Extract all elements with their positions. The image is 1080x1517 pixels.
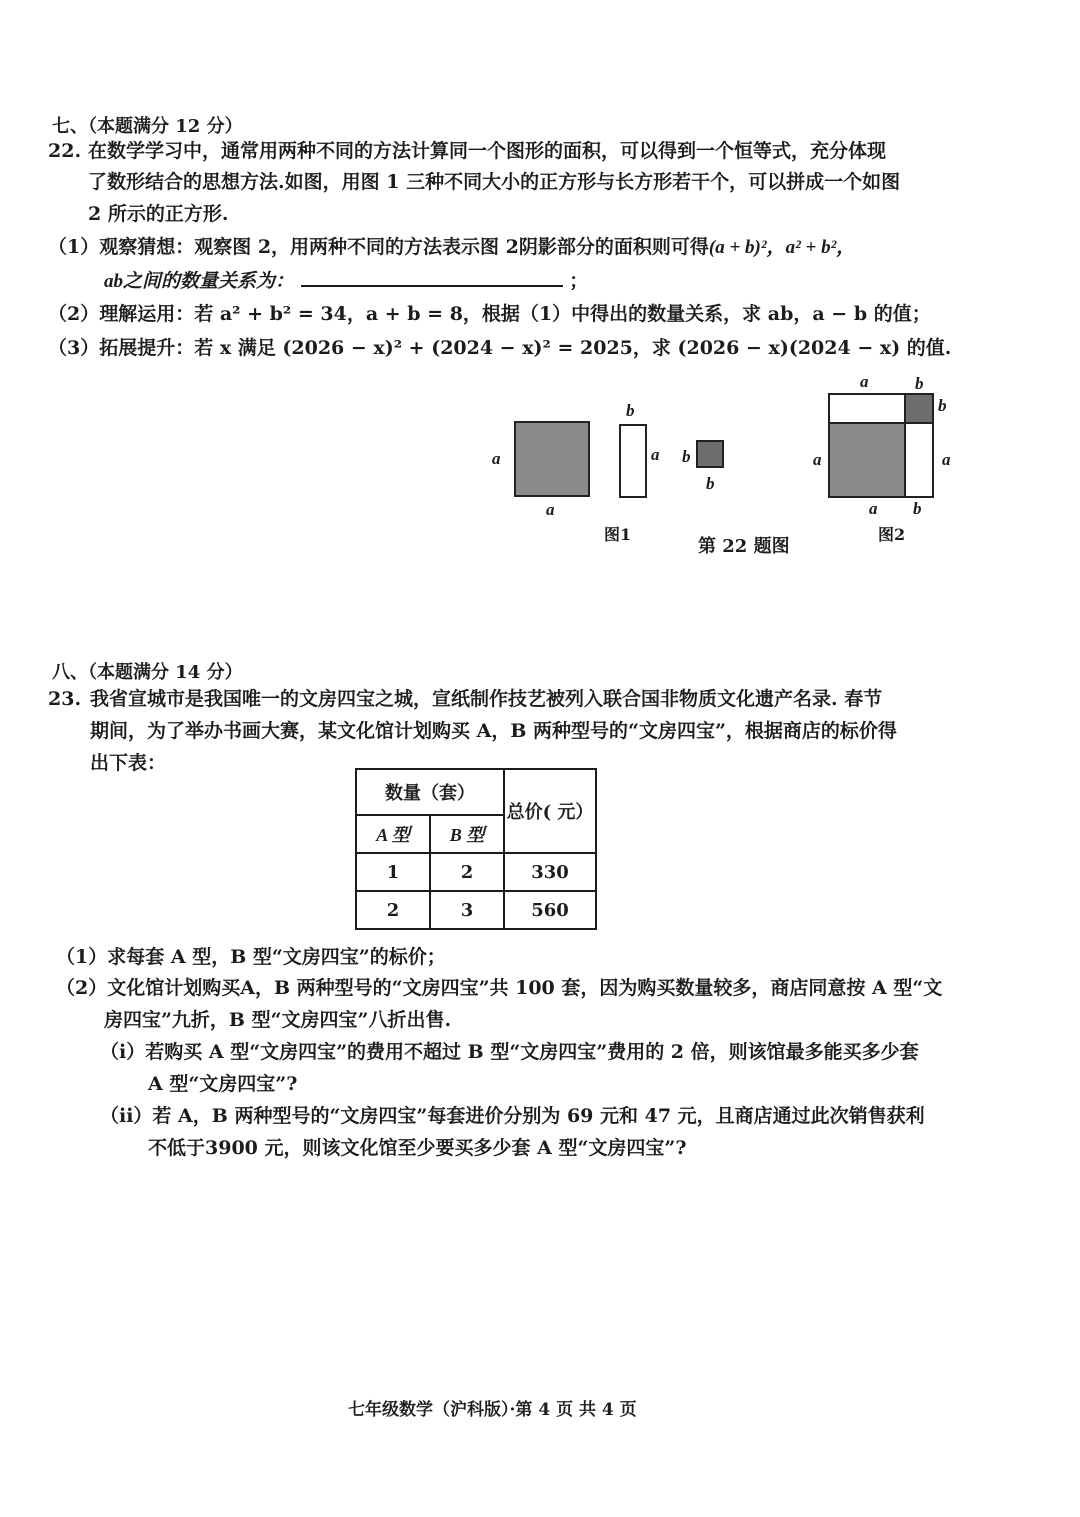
part-1-line-2-end: ； bbox=[569, 270, 589, 292]
question-23-intro-line-3: 出下表： bbox=[90, 752, 167, 774]
table-cell-b: 3 bbox=[430, 891, 504, 929]
fig2-label-a-right: a bbox=[942, 450, 951, 469]
question-23-part-1: （1）求每套 A 型，B 型“文房四宝”的标价； bbox=[56, 946, 446, 968]
table-cell-total: 560 bbox=[504, 891, 596, 929]
fig1-label-a-left: a bbox=[492, 449, 501, 468]
table-row bbox=[356, 891, 596, 929]
fig2-rectangle-top bbox=[828, 393, 906, 424]
fig1-label-a-bottom: a bbox=[546, 500, 555, 519]
table-cell-total: 330 bbox=[504, 853, 596, 891]
question-23-part-2ii-line-2: 不低于3900 元，则该文化馆至少要买多少套 A 型“文房四宝”? bbox=[148, 1137, 687, 1159]
question-22-part-2: （2）理解运用：若 a² + b² = 34，a + b = 8，根据（1）中得出的数量关系，求 ab，a − b 的值； bbox=[48, 303, 931, 325]
table-cell-a: 1 bbox=[356, 853, 430, 891]
table-header-total: 总价( 元） bbox=[504, 769, 596, 853]
fig1-square-b bbox=[696, 440, 724, 468]
table-header-type-a: A 型 bbox=[356, 815, 430, 853]
fig2-label-a-bottom: a bbox=[869, 499, 878, 518]
page-footer: 七年级数学（沪科版）·第 4 页 共 4 页 bbox=[348, 1400, 637, 1420]
question-22-intro-line-2: 了数形结合的思想方法.如图，用图 1 三种不同大小的正方形与长方形若干个，可以拼成一个如图 bbox=[88, 171, 901, 193]
fig2-caption: 图2 bbox=[878, 525, 906, 544]
question-23-part-2i-line-2: A 型“文房四宝”? bbox=[148, 1073, 298, 1095]
table-header-type-b: B 型 bbox=[430, 815, 504, 853]
question-22-part-1-line-2 bbox=[104, 266, 588, 297]
question-22-intro-line-1: 在数学学习中，通常用两种不同的方法计算同一个图形的面积，可以得到一个恒等式，充分体现 bbox=[88, 140, 887, 162]
table-cell-b: 2 bbox=[430, 853, 504, 891]
fig2-shaded-square-a bbox=[828, 422, 906, 498]
fig1-label-a-right: a bbox=[651, 445, 660, 464]
part-1-line-2-prefix: ab之间的数量关系为： bbox=[104, 271, 295, 292]
fig2-label-b-right: b bbox=[938, 396, 947, 415]
question-23-part-2ii-line-1: （ii）若 A，B 两种型号的“文房四宝”每套进价分别为 69 元和 47 元，且商店通过此次销售获利 bbox=[100, 1105, 925, 1127]
question-22-number: 22. bbox=[48, 140, 82, 162]
fig2-label-b-top: b bbox=[915, 374, 924, 393]
question-23-part-2i-line-1: （i）若购买 A 型“文房四宝”的费用不超过 B 型“文房四宝”费用的 2 倍，则该馆最多能买多少套 bbox=[100, 1041, 919, 1063]
question-23-part-2-line-1: （2）文化馆计划购买A，B 两种型号的“文房四宝”共 100 套，因为购买数量较多，商店同意按 A 型“文 bbox=[56, 977, 943, 999]
table-header-quantity: 数量（套） bbox=[356, 769, 504, 815]
fig2-label-a-top: a bbox=[860, 372, 869, 391]
fig2-label-a-left: a bbox=[813, 450, 822, 469]
question-22-part-1 bbox=[48, 232, 855, 263]
fig1-label-b-bottom: b bbox=[706, 474, 715, 493]
section-7-heading: 七、（本题满分 12 分） bbox=[52, 116, 243, 137]
fig1-square-a bbox=[514, 421, 590, 497]
question-22-intro-line-3: 2 所示的正方形. bbox=[88, 203, 229, 225]
question-23-part-2-line-2: 房四宝”九折，B 型“文房四宝”八折出售. bbox=[104, 1009, 452, 1031]
table-row bbox=[356, 853, 596, 891]
answer-blank[interactable] bbox=[301, 267, 563, 287]
fig2-shaded-square-b bbox=[904, 393, 934, 424]
figure-22-title: 第 22 题图 bbox=[698, 536, 790, 557]
table-cell-a: 2 bbox=[356, 891, 430, 929]
question-22-part-3: （3）拓展提升：若 x 满足 (2026 − x)² + (2024 − x)² = 2025，求 (2026 − x)(2024 − x) 的值. bbox=[48, 337, 952, 359]
section-8-heading: 八、（本题满分 14 分） bbox=[52, 662, 243, 683]
fig1-rectangle-ab bbox=[619, 424, 647, 498]
fig1-label-b-left: b bbox=[682, 447, 691, 466]
part-1-expression: (a + b)²，a² + b²， bbox=[708, 237, 856, 258]
question-23-intro-line-2: 期间，为了举办书画大赛，某文化馆计划购买 A，B 两种型号的“文房四宝”，根据商店的标价得 bbox=[90, 720, 897, 742]
fig1-label-b-top: b bbox=[626, 401, 635, 420]
question-23-number: 23. bbox=[48, 688, 82, 710]
fig2-rectangle-right bbox=[904, 422, 934, 498]
question-23-intro-line-1: 我省宣城市是我国唯一的文房四宝之城，宣纸制作技艺被列入联合国非物质文化遗产名录. 春节 bbox=[90, 688, 883, 710]
fig2-label-b-bottom: b bbox=[913, 499, 922, 518]
price-table bbox=[355, 768, 597, 930]
part-1-prefix: （1）观察猜想：观察图 2，用两种不同的方法表示图 2阴影部分的面积则可得 bbox=[48, 236, 709, 258]
fig1-caption: 图1 bbox=[604, 525, 632, 544]
